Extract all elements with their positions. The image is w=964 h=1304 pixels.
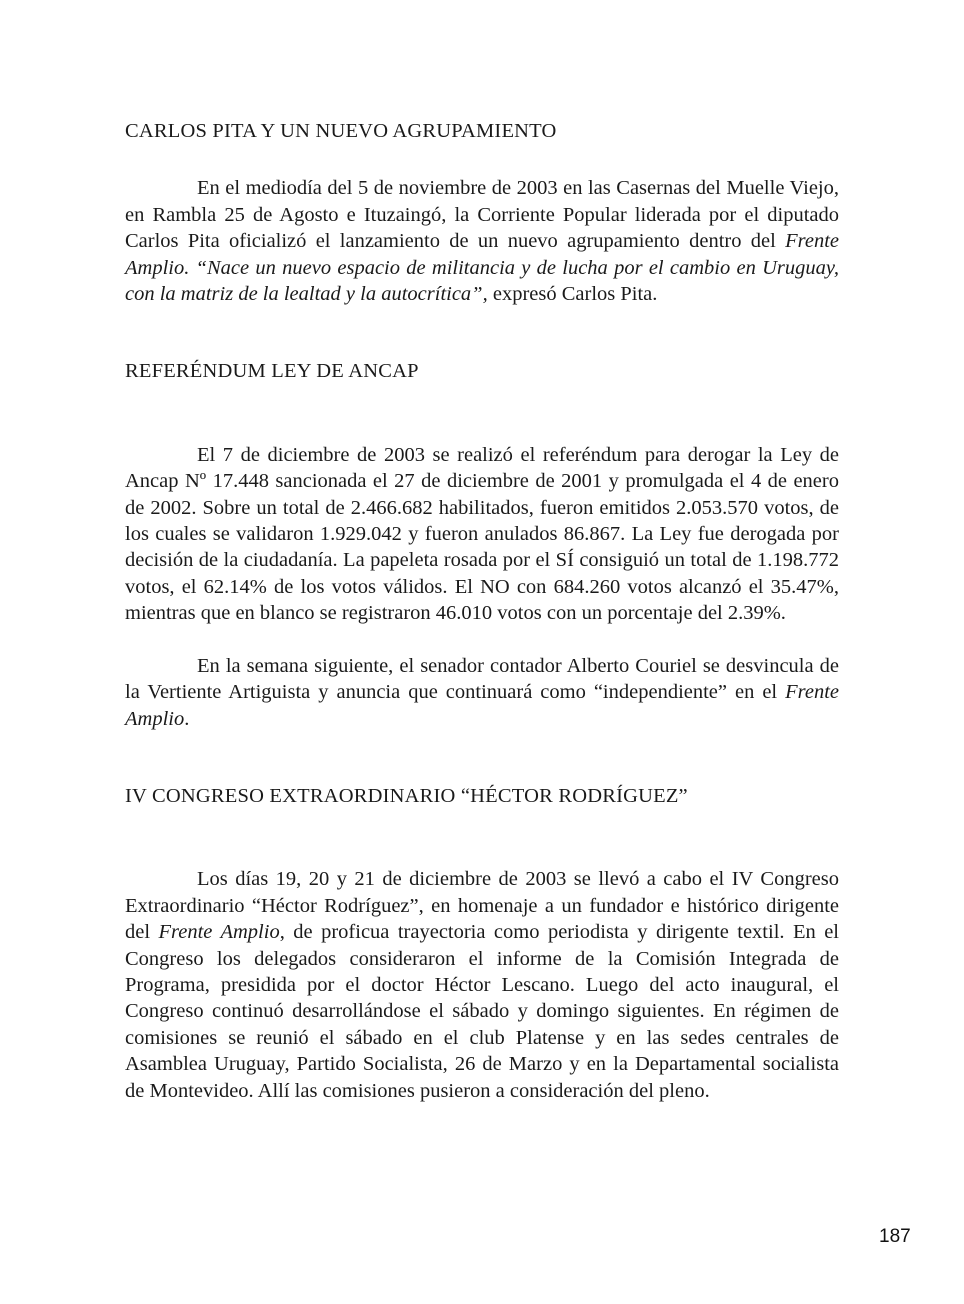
text-run: . (184, 707, 190, 730)
paragraph-couriel (125, 653, 839, 732)
section-heading-carlos-pita: CARLOS PITA Y UN NUEVO AGRUPAMIENTO (125, 120, 557, 142)
section-heading-congreso: IV CONGRESO EXTRAORDINARIO “HÉCTOR RODRÍGUEZ” (125, 784, 688, 807)
text-run: Los días 19, 20 y 21 de diciembre de 2003 se llevó a cabo el IV Congreso Extraordinario “Héctor Rodríguez”, en homenaje a un fundador e histórico dirigente del (125, 868, 839, 944)
italic-text-run: Frente Amplio (125, 681, 839, 730)
text-run: En la semana siguiente, el senador contador Alberto Couriel se desvincula de la Vertiente Artiguista y anuncia que continuará como “independiente” en el (125, 654, 839, 704)
page-number: 187 (879, 1226, 911, 1247)
italic-text-run: Frente Amplio. “Nace un nuevo espacio de militancia y de lucha por el cambio en Uruguay, con la matriz de la lealtad y la autocrítica”, (125, 230, 839, 306)
paragraph-congreso (125, 866, 839, 1104)
section-heading-referendum: REFERÉNDUM LEY DE ANCAP (125, 360, 419, 383)
page-body (125, 118, 839, 1104)
text-run: En el mediodía del 5 de noviembre de 2003 en las Casernas del Muelle Viejo, en Rambla 25 de Agosto e Ituzaingó, la Corriente Popular liderada por el diputado Carlos Pita oficializó el lanzamiento de un nuevo agrupamiento dentro del (125, 177, 839, 253)
paragraph-referendum-results: El 7 de diciembre de 2003 se realizó el referéndum para derogar la Ley de Ancap Nº 17.448 sancionada el 27 de diciembre de 2001 y promulgada el 4 de enero de 2002. Sobre un total de 2.466.682 habilitados, fueron emitidos 2.053.570 votos, de los cuales se validaron 1.929.042 y fueron anulados 86.867. La Ley fue derogada por decisión de la ciudadanía. La papeleta rosada por el SÍ consiguió un total de 1.198.772 votos, el 62.14% de los votos válidos. El NO con 684.260 votos alcanzó el 35.47%, mientras que en blanco se registraron 46.010 votos con un porcentaje del 2.39%. (125, 443, 839, 625)
italic-text-run: Frente Amplio (158, 921, 280, 944)
paragraph-carlos-pita (125, 175, 839, 307)
text-run: expresó Carlos Pita. (487, 283, 658, 306)
text-run: , de proficua trayectoria como periodista y dirigente textil. En el Congreso los delegados consideraron el informe de la Comisión Integrada de Programa, presidida por el doctor Héctor Lescano. Luego del acto inaugural, el Congreso continuó desarrollándose el sábado y domingo siguientes. En régimen de comisiones se reunió el sábado en el club Platense y en las sedes centrales de Asamblea Uruguay, Partido Socialista, 26 de Marzo y en la Departamental socialista de Montevideo. Allí las comisiones pusieron a consideración del pleno. (125, 921, 839, 1102)
